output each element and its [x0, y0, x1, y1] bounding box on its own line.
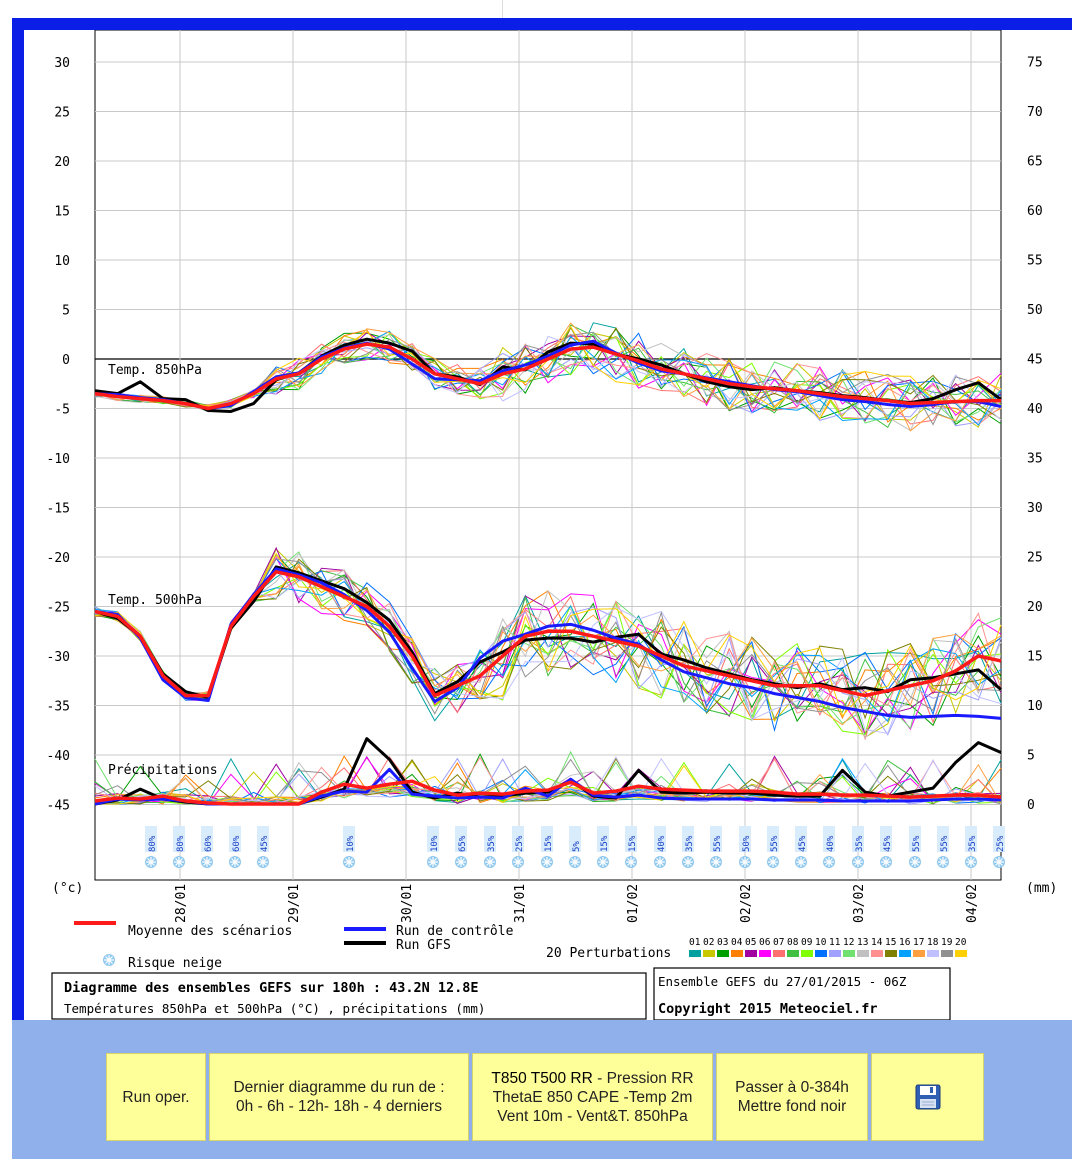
panel-label-t500: Temp. 500hPa — [108, 593, 202, 608]
snow-risk-percent: 55% — [713, 835, 723, 852]
snowflake-strokes — [230, 857, 240, 867]
left-tick-label: -35 — [46, 699, 70, 715]
snow-risk-percent: 15% — [544, 835, 554, 852]
legend-mean-label: Moyenne des scénarios — [128, 924, 293, 939]
perturbation-number: 11 — [829, 937, 841, 948]
left-tick-label: 0 — [62, 353, 70, 368]
snowflake-strokes — [485, 857, 495, 867]
left-tick-label: 5 — [62, 303, 70, 319]
snowflake-strokes — [910, 857, 920, 867]
snow-risk-marker — [512, 826, 525, 868]
perturbation-swatch — [857, 950, 869, 957]
snowflake-icon — [909, 856, 921, 868]
right-tick-label: 45 — [1027, 352, 1043, 368]
right-tick-label: 20 — [1027, 600, 1043, 615]
x-date-label: 04/02 — [965, 883, 980, 923]
left-tick-label: -25 — [46, 600, 70, 616]
parameters-line3[interactable]: Vent 10m - Vent&T. 850hPa — [497, 1107, 688, 1125]
snow-risk-percent: 80% — [176, 835, 186, 852]
snow-risk-marker — [257, 826, 270, 868]
snowflake-strokes — [570, 857, 580, 867]
perturbation-number: 10 — [815, 937, 827, 948]
snow-risk-percent: 25% — [996, 835, 1006, 852]
perturbation-number: 06 — [759, 937, 771, 948]
snow-risk-marker — [937, 826, 950, 868]
perturbation-number: 15 — [885, 937, 897, 948]
right-tick-label: 70 — [1027, 105, 1043, 120]
snowflake-strokes — [711, 857, 721, 867]
perturbation-number: 03 — [717, 937, 729, 948]
snow-risk-marker — [201, 826, 214, 868]
perturbation-number: 14 — [871, 937, 883, 948]
perturbation-swatch — [745, 950, 757, 957]
x-date-label: 03/02 — [852, 883, 867, 923]
snowflake-strokes — [174, 857, 184, 867]
left-tick-label: 30 — [54, 56, 70, 71]
snowflake-icon — [823, 856, 835, 868]
snowflake-strokes — [456, 857, 466, 867]
snow-risk-marker — [343, 826, 356, 868]
snowflake-strokes — [344, 857, 354, 867]
snowflake-strokes — [938, 857, 948, 867]
perturbation-swatch — [829, 950, 841, 957]
switch-384h-link[interactable]: Passer à 0-384h — [735, 1079, 849, 1096]
snow-risk-percent: 25% — [515, 835, 525, 852]
perturbation-number: 20 — [955, 937, 967, 948]
left-tick-label: -20 — [46, 551, 70, 566]
perturbation-swatch — [927, 950, 939, 957]
last-diagram-line1: Dernier diagramme du run de : — [233, 1079, 445, 1096]
snow-risk-percent: 55% — [912, 835, 922, 852]
snowflake-icon — [145, 856, 157, 868]
run-oper-button[interactable] — [106, 1053, 206, 1141]
snowflake-icon — [852, 856, 864, 868]
snowflake-strokes — [768, 857, 778, 867]
options-menu[interactable] — [716, 1053, 868, 1141]
snow-risk-percent: 15% — [628, 835, 638, 852]
snow-risk-marker — [654, 826, 667, 868]
perturbation-swatch — [801, 950, 813, 957]
perturbation-swatch — [885, 950, 897, 957]
snow-risk-marker — [682, 826, 695, 868]
save-button[interactable] — [871, 1053, 984, 1141]
right-tick-label: 5 — [1027, 748, 1035, 764]
perturbation-swatch — [843, 950, 855, 957]
x-date-label: 31/01 — [513, 883, 528, 923]
snowflake-strokes — [796, 857, 806, 867]
snow-risk-percent: 40% — [826, 835, 836, 852]
x-date-label: 29/01 — [287, 883, 302, 923]
right-tick-label: 75 — [1027, 55, 1043, 71]
legend-snow-icon — [103, 954, 115, 966]
snow-risk-marker — [795, 826, 808, 868]
perturbation-number: 19 — [941, 937, 953, 948]
right-tick-label: 40 — [1027, 402, 1043, 417]
perturbation-swatch — [871, 950, 883, 957]
snowflake-strokes — [683, 857, 693, 867]
perturbation-swatch — [913, 950, 925, 957]
snow-risk-marker — [823, 826, 836, 868]
snowflake-strokes — [994, 857, 1004, 867]
perturbation-swatch — [815, 950, 827, 957]
snow-risk-percent: 80% — [148, 835, 158, 852]
chart-subtitle: Températures 850hPa et 500hPa (°C) , précipitations (mm) — [64, 1001, 486, 1016]
snowflake-icon — [512, 856, 524, 868]
perturbation-swatch — [941, 950, 953, 957]
right-tick-label: 30 — [1027, 501, 1043, 516]
perturbation-number: 12 — [843, 937, 855, 948]
perturbation-number: 16 — [899, 937, 911, 948]
parameters-menu[interactable] — [472, 1053, 713, 1141]
perturbation-number: 05 — [745, 937, 757, 948]
snow-risk-percent: 45% — [883, 835, 893, 852]
panel-label-t850: Temp. 850hPa — [108, 363, 202, 378]
perturbation-swatch — [717, 950, 729, 957]
snow-risk-percent: 35% — [855, 835, 865, 852]
snowflake-strokes — [258, 857, 268, 867]
snowflake-icon — [201, 856, 213, 868]
snowflake-strokes — [824, 857, 834, 867]
snowflake-strokes — [513, 857, 523, 867]
snowflake-strokes — [626, 857, 636, 867]
perturbation-number: 18 — [927, 937, 939, 948]
legend-control-label: Run de contrôle — [396, 924, 514, 939]
snow-risk-percent: 5% — [572, 841, 582, 852]
snowflake-strokes — [146, 857, 156, 867]
snow-risk-marker — [625, 826, 638, 868]
black-background-link[interactable]: Mettre fond noir — [737, 1098, 847, 1115]
snowflake-strokes — [881, 857, 891, 867]
right-tick-label: 60 — [1027, 204, 1043, 219]
left-tick-label: 10 — [54, 254, 70, 269]
snowflake-icon — [739, 856, 751, 868]
parameters-line2[interactable]: ThetaE 850 CAPE -Temp 2m — [492, 1088, 693, 1106]
perturbation-swatch — [759, 950, 771, 957]
left-tick-label: 20 — [54, 155, 70, 170]
snow-risk-percent: 15% — [600, 835, 610, 852]
right-tick-label: 65 — [1027, 154, 1043, 170]
snowflake-icon — [541, 856, 553, 868]
top-divider — [502, 0, 503, 18]
snowflake-icon — [654, 856, 666, 868]
snowflake-strokes — [542, 857, 552, 867]
snow-risk-marker — [993, 826, 1006, 868]
right-axis-unit: (mm) — [1026, 881, 1058, 896]
panel-label-precip: Précipitations — [108, 763, 218, 778]
left-tick-label: -40 — [46, 749, 70, 764]
last-diagram-line2[interactable]: 0h - 6h - 12h- 18h - 4 derniers — [236, 1098, 442, 1115]
x-date-label: 01/02 — [626, 883, 641, 923]
x-date-label: 02/02 — [739, 883, 754, 923]
snow-risk-marker — [597, 826, 610, 868]
left-axis-unit: (°c) — [52, 881, 84, 896]
snow-risk-percent: 40% — [657, 835, 667, 852]
snowflake-icon — [597, 856, 609, 868]
snow-risk-marker — [427, 826, 440, 868]
snow-risk-percent: 60% — [232, 835, 242, 852]
left-tick-label: -15 — [46, 501, 70, 517]
legend-gfs-label: Run GFS — [396, 938, 451, 953]
snowflake-icon — [993, 856, 1005, 868]
snowflake-strokes — [740, 857, 750, 867]
snowflake-icon — [767, 856, 779, 868]
snow-risk-percent: 60% — [204, 835, 214, 852]
legend-snow-label: Risque neige — [128, 956, 222, 971]
snow-risk-marker — [229, 826, 242, 868]
snowflake-strokes — [598, 857, 608, 867]
perturbation-swatch — [955, 950, 967, 957]
perturbation-number: 08 — [787, 937, 799, 948]
snowflake-icon — [229, 856, 241, 868]
perturbation-swatch — [773, 950, 785, 957]
floppy-disk-icon — [915, 1084, 941, 1110]
ensemble-chart — [24, 30, 1072, 1020]
snow-risk-marker — [965, 826, 978, 868]
snowflake-icon — [427, 856, 439, 868]
snow-risk-percent: 55% — [770, 835, 780, 852]
snow-risk-marker — [173, 826, 186, 868]
snowflake-icon — [682, 856, 694, 868]
parameters-line1[interactable] — [491, 1069, 693, 1088]
right-tick-label: 25 — [1027, 550, 1043, 566]
run-oper-label: Run oper. — [122, 1088, 190, 1106]
snowflake-icon — [937, 856, 949, 868]
snow-risk-percent: 35% — [968, 835, 978, 852]
run-info: Ensemble GEFS du 27/01/2015 - 06Z — [658, 974, 907, 989]
right-tick-label: 35 — [1027, 451, 1043, 467]
right-tick-label: 10 — [1027, 699, 1043, 714]
snow-risk-percent: 55% — [940, 835, 950, 852]
snow-risk-marker — [710, 826, 723, 868]
snow-risk-marker — [852, 826, 865, 868]
perturbation-number: 07 — [773, 937, 785, 948]
snow-risk-percent: 50% — [742, 835, 752, 852]
perturbations-label: 20 Perturbations — [546, 946, 672, 961]
snowflake-icon — [569, 856, 581, 868]
snow-risk-percent: 45% — [798, 835, 808, 852]
right-tick-label: 0 — [1027, 798, 1035, 813]
param-pression-rr[interactable]: - Pression RR — [592, 1069, 694, 1087]
perturbation-number: 04 — [731, 937, 743, 948]
snow-risk-marker — [484, 826, 497, 868]
left-tick-label: 25 — [54, 105, 70, 121]
snow-risk-marker — [455, 826, 468, 868]
snow-risk-marker — [909, 826, 922, 868]
snow-risk-marker — [541, 826, 554, 868]
right-tick-label: 15 — [1027, 649, 1043, 665]
param-t850-t500-rr[interactable]: T850 T500 RR — [491, 1069, 593, 1087]
snow-risk-marker — [145, 826, 158, 868]
snowflake-strokes — [202, 857, 212, 867]
snow-risk-percent: 45% — [260, 835, 270, 852]
perturbation-swatch — [731, 950, 743, 957]
snowflake-icon — [625, 856, 637, 868]
snowflake-icon — [455, 856, 467, 868]
snowflake-icon — [343, 856, 355, 868]
perturbation-swatch — [703, 950, 715, 957]
snow-risk-marker — [739, 826, 752, 868]
x-date-label: 30/01 — [400, 883, 415, 923]
perturbation-number: 13 — [857, 937, 869, 948]
right-tick-label: 50 — [1027, 303, 1043, 318]
snowflake-icon — [484, 856, 496, 868]
perturbation-number: 01 — [689, 937, 701, 948]
snowflake-strokes — [428, 857, 438, 867]
perturbation-number: 09 — [801, 937, 813, 948]
left-tick-label: 15 — [54, 204, 70, 220]
perturbation-swatch — [787, 950, 799, 957]
snowflake-icon — [965, 856, 977, 868]
snow-risk-percent: 35% — [487, 835, 497, 852]
left-tick-label: -45 — [46, 798, 70, 814]
last-diagram-menu[interactable] — [209, 1053, 469, 1141]
snowflake-strokes — [853, 857, 863, 867]
x-date-label: 28/01 — [174, 883, 189, 923]
perturbation-swatch — [899, 950, 911, 957]
snowflake-icon — [880, 856, 892, 868]
chart-title: Diagramme des ensembles GEFS sur 180h : 43.2N 12.8E — [64, 980, 479, 996]
snowflake-icon — [173, 856, 185, 868]
snow-risk-marker — [569, 826, 582, 868]
snowflake-strokes — [966, 857, 976, 867]
snow-risk-marker — [767, 826, 780, 868]
left-tick-label: -30 — [46, 650, 70, 665]
snowflake-icon — [257, 856, 269, 868]
perturbation-swatch — [689, 950, 701, 957]
snowflake-strokes — [655, 857, 665, 867]
perturbation-number: 02 — [703, 937, 715, 948]
left-tick-label: -5 — [54, 402, 70, 418]
left-tick-label: -10 — [46, 452, 70, 467]
snowflake-icon — [710, 856, 722, 868]
snow-risk-percent: 10% — [430, 835, 440, 852]
perturbation-number: 17 — [913, 937, 925, 948]
snow-risk-marker — [880, 826, 893, 868]
snow-risk-percent: 10% — [346, 835, 356, 852]
chart-background — [24, 30, 1072, 1020]
snow-risk-percent: 65% — [458, 835, 468, 852]
snow-risk-percent: 35% — [685, 835, 695, 852]
right-tick-label: 55 — [1027, 253, 1043, 269]
snowflake-icon — [795, 856, 807, 868]
copyright: Copyright 2015 Meteociel.fr — [658, 1001, 878, 1017]
